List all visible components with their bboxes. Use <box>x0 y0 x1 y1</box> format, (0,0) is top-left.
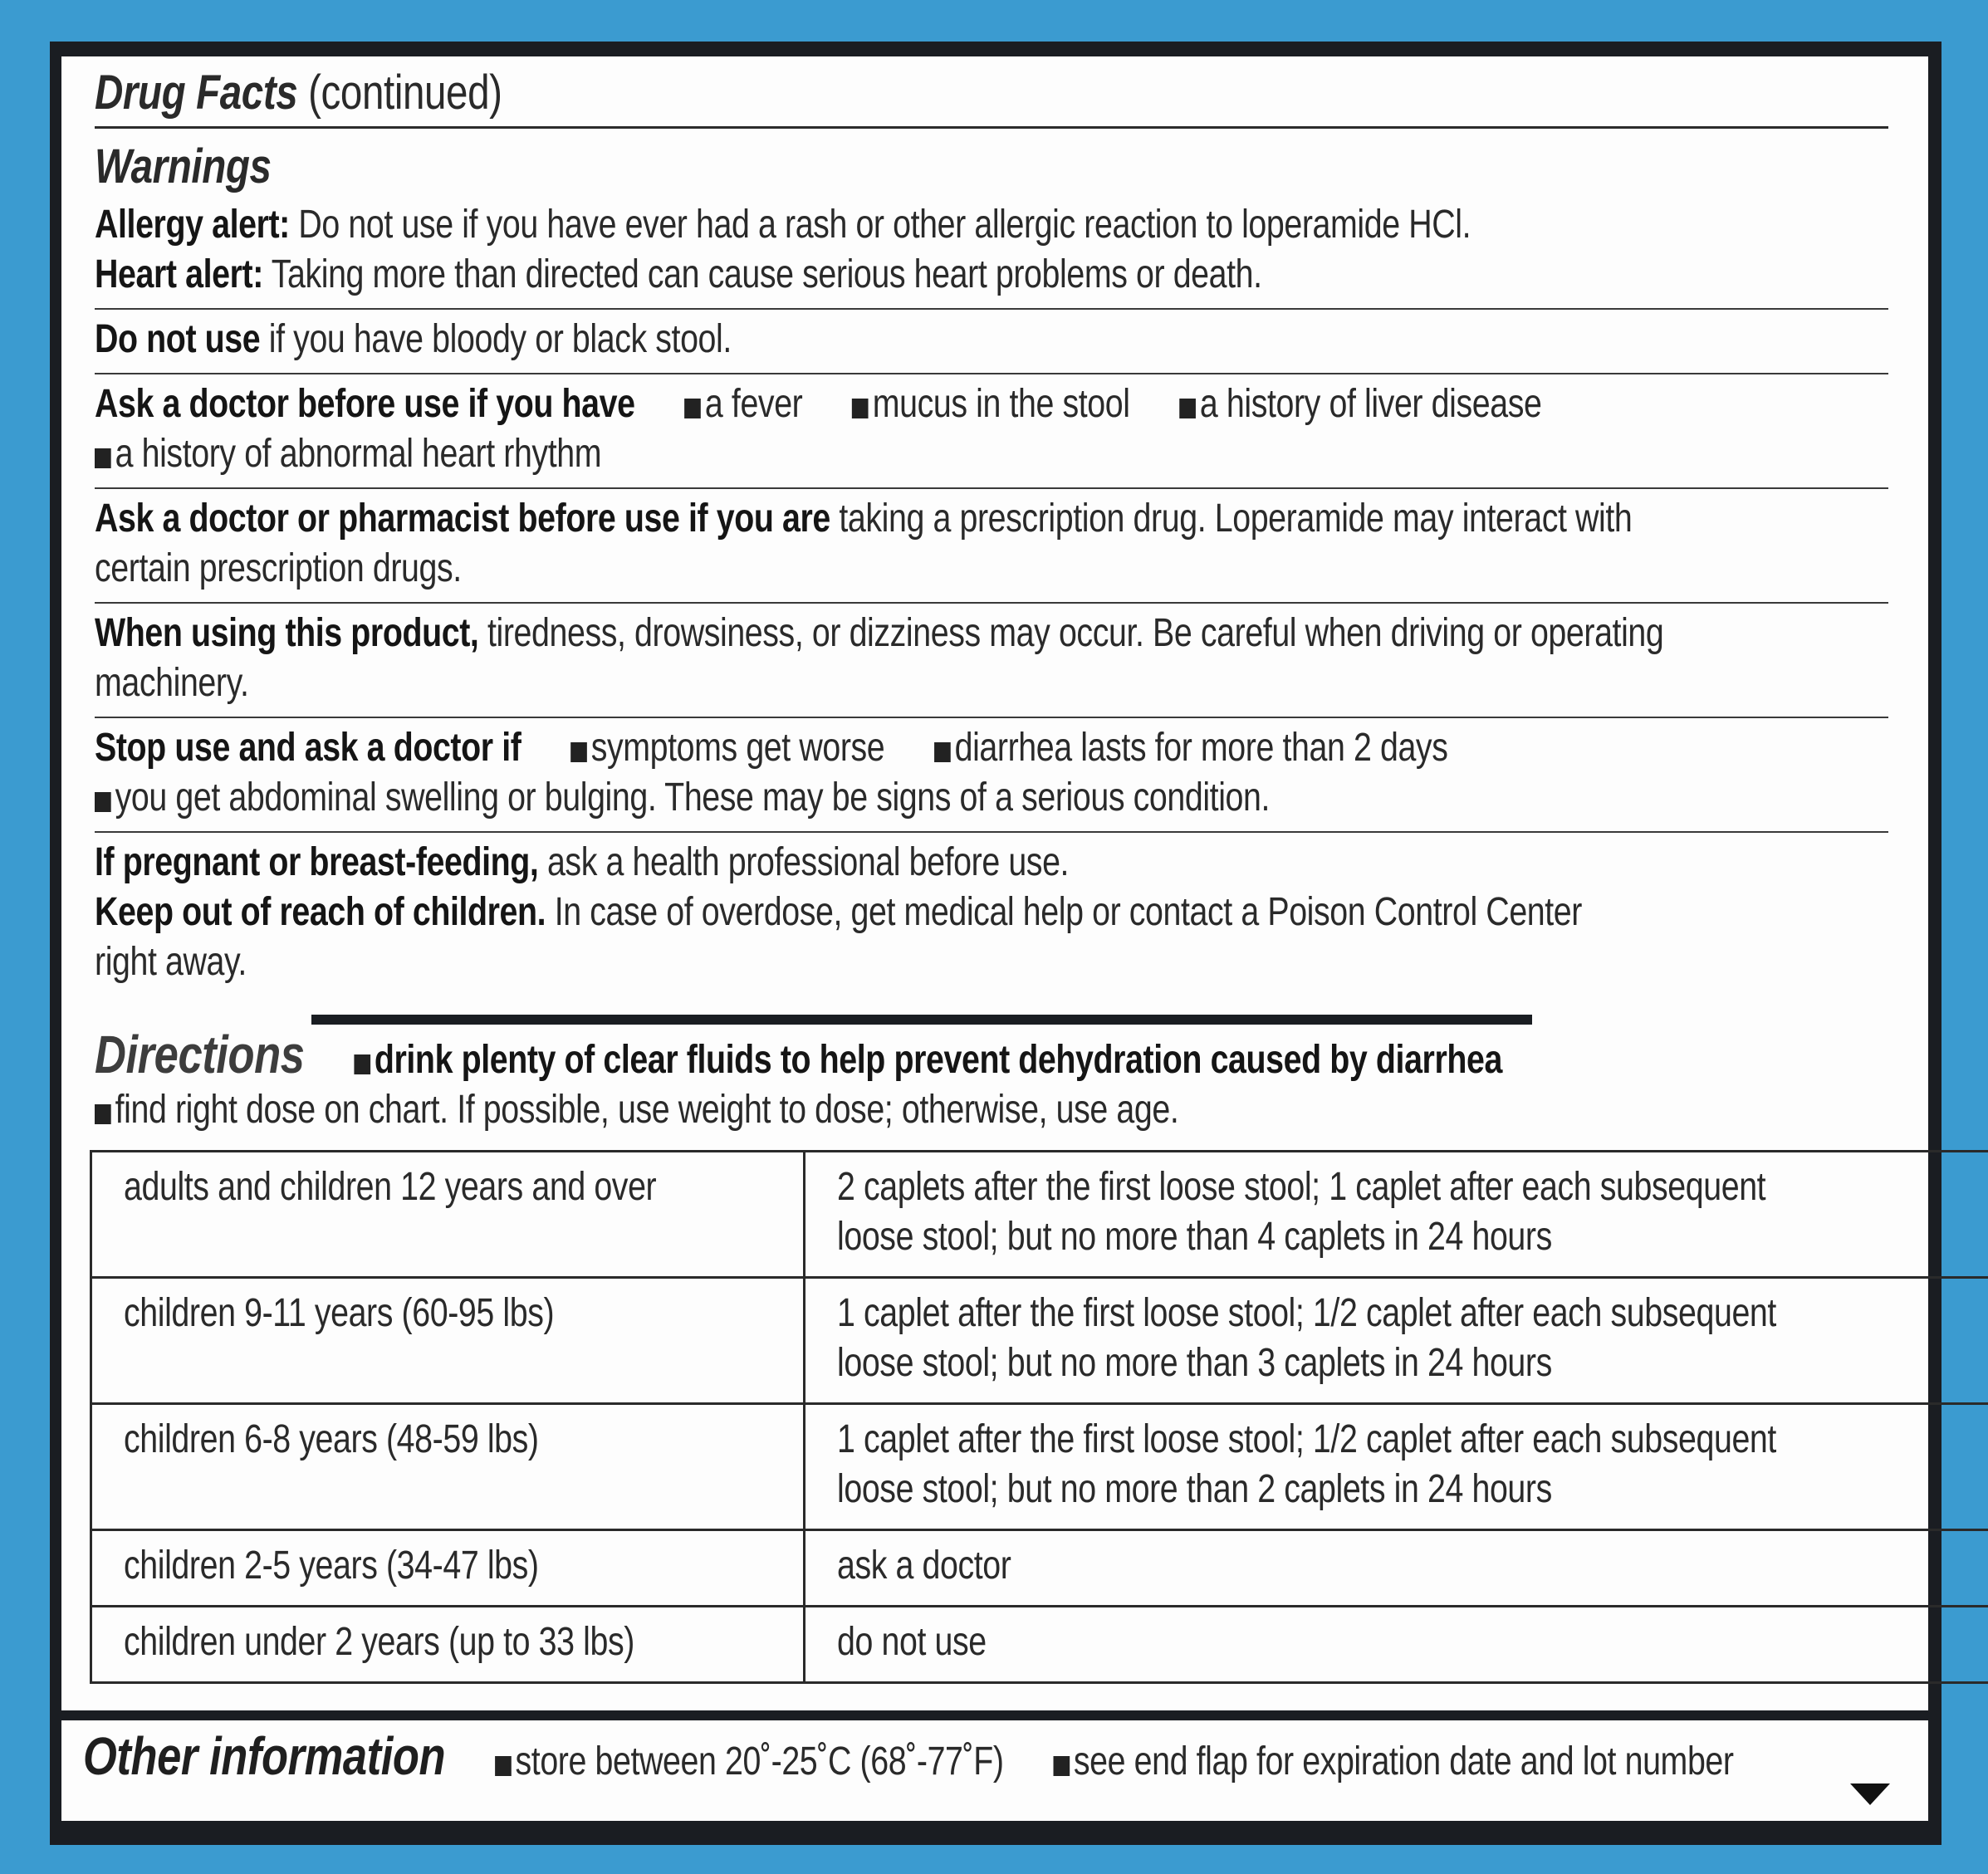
pregnant <box>95 838 1889 888</box>
age-cell <box>91 1607 805 1683</box>
ask-doctor-item: mucus in the stool <box>872 382 1130 426</box>
warnings-section <box>95 60 1888 996</box>
directions-bullet: drink plenty of clear fluids to help prevent dehydration caused by diarrhea <box>374 1038 1502 1082</box>
other-information-section <box>83 1726 1893 1787</box>
stop-use-line-2 <box>95 773 1889 823</box>
ask-doctor <box>95 379 1889 429</box>
bullet-icon <box>852 399 869 418</box>
section-divider <box>311 1015 1532 1025</box>
allergy-label: Allergy alert: <box>95 203 290 247</box>
other-information-line <box>83 1726 1894 1787</box>
directions-line-1 <box>95 1025 1889 1085</box>
heart-text: Taking more than directed can cause serious heart problems or death. <box>271 252 1262 296</box>
ask-doctor-item: a fever <box>704 382 803 426</box>
stop-use <box>95 723 1889 773</box>
age-text: children 6-8 years (48-59 lbs) <box>124 1417 539 1461</box>
dose-text: 1 caplet after the first loose stool; 1/2 caplet after each subsequent <box>837 1417 1776 1461</box>
age-text: adults and children 12 years and over <box>124 1165 657 1209</box>
when-using-label: When using this product, <box>95 611 479 655</box>
allergy-text: Do not use if you have ever had a rash or other allergic reaction to loperamide HCl. <box>298 203 1471 247</box>
continue-arrow-icon <box>1850 1783 1890 1805</box>
bullet-icon <box>1179 399 1196 418</box>
table-row <box>91 1607 1988 1683</box>
keep-out-text-2: right away. <box>95 940 247 984</box>
age-cell <box>91 1404 805 1530</box>
do-not-use-label: Do not use <box>95 317 261 361</box>
warnings-heading: Warnings <box>95 139 272 193</box>
stop-use-item: you get abdominal swelling or bulging. These may be signs of a serious condition. <box>115 776 1271 820</box>
stop-use-item: diarrhea lasts for more than 2 days <box>954 726 1448 770</box>
other-info-item: see end flap for expiration date and lot number <box>1073 1739 1734 1783</box>
stop-use-item: symptoms get worse <box>590 726 885 770</box>
ask-pharm-label: Ask a doctor or pharmacist before use if you are <box>95 497 830 541</box>
bullet-icon <box>684 399 701 418</box>
title-rest: (continued) <box>308 66 502 120</box>
bullet-icon <box>1053 1756 1070 1776</box>
age-cell <box>91 1530 805 1607</box>
bullet-icon <box>354 1054 370 1074</box>
pregnant-label: If pregnant or breast-feeding, <box>95 840 539 884</box>
table-row <box>91 1152 1988 1278</box>
age-text: children 2-5 years (34-47 lbs) <box>124 1544 539 1588</box>
keep-out-text: In case of overdose, get medical help or contact a Poison Control Center <box>554 890 1582 934</box>
section-divider <box>61 1710 1928 1720</box>
bullet-icon <box>570 742 587 762</box>
heart-alert <box>95 250 1889 300</box>
age-text: children under 2 years (up to 33 lbs) <box>124 1620 634 1664</box>
bullet-icon <box>95 448 111 468</box>
dose-cell <box>805 1152 1988 1278</box>
dose-text: 2 caplets after the first loose stool; 1 caplet after each subsequent <box>837 1165 1766 1209</box>
dosage-table <box>90 1150 1988 1684</box>
when-using-text: tiredness, drowsiness, or dizziness may occur. Be careful when driving or operating <box>487 611 1664 655</box>
age-cell <box>91 1278 805 1404</box>
drug-facts-title <box>95 60 1889 126</box>
dose-text: 1 caplet after the first loose stool; 1/2 caplet after each subsequent <box>837 1291 1776 1335</box>
ask-doctor-item: a history of liver disease <box>1199 382 1542 426</box>
other-info-item: store between 20˚-25˚C (68˚-77˚F) <box>515 1739 1004 1783</box>
when-using <box>95 609 1889 658</box>
ask-pharm-text: taking a prescription drug. Loperamide may interact with <box>839 497 1633 541</box>
directions-section <box>95 1025 1888 1135</box>
allergy-alert <box>95 200 1889 250</box>
title-bold: Drug Facts <box>95 66 298 120</box>
table-row <box>91 1404 1988 1530</box>
do-not-use <box>95 315 1889 365</box>
dose-cell <box>805 1404 1988 1530</box>
dose-text: loose stool; but no more than 4 caplets in 24 hours <box>837 1215 1552 1259</box>
age-cell <box>91 1152 805 1278</box>
dose-cell <box>805 1607 1988 1683</box>
bullet-icon <box>495 1756 512 1776</box>
do-not-use-text: if you have bloody or black stool. <box>268 317 732 361</box>
bullet-icon <box>95 1104 111 1124</box>
ask-doctor-line-2 <box>95 429 1889 479</box>
dose-cell <box>805 1278 1988 1404</box>
bullet-icon <box>95 792 111 812</box>
table-row <box>91 1530 1988 1607</box>
pregnant-text: ask a health professional before use. <box>546 840 1070 884</box>
keep-out-label: Keep out of reach of children. <box>95 890 546 934</box>
age-text: children 9-11 years (60-95 lbs) <box>124 1291 555 1335</box>
dose-text: ask a doctor <box>837 1544 1011 1588</box>
stop-use-label: Stop use and ask a doctor if <box>95 726 521 770</box>
dose-cell <box>805 1530 1988 1607</box>
heart-label: Heart alert: <box>95 252 263 296</box>
keep-out <box>95 888 1889 937</box>
table-row <box>91 1278 1988 1404</box>
when-using-text-2: machinery. <box>95 661 249 705</box>
ask-pharmacist <box>95 494 1889 544</box>
dose-text: loose stool; but no more than 2 caplets in 24 hours <box>837 1467 1552 1511</box>
bullet-icon <box>934 742 951 762</box>
dose-text: do not use <box>837 1620 987 1664</box>
ask-doctor-label: Ask a doctor before use if you have <box>95 382 635 426</box>
directions-line-2 <box>95 1085 1889 1135</box>
other-information-heading: Other information <box>83 1726 446 1786</box>
ask-doctor-item: a history of abnormal heart rhythm <box>115 432 602 476</box>
dose-text: loose stool; but no more than 3 caplets in 24 hours <box>837 1341 1552 1385</box>
directions-heading: Directions <box>95 1025 305 1084</box>
directions-bullet: find right dose on chart. If possible, use weight to dose; otherwise, use age. <box>115 1088 1179 1132</box>
ask-pharm-text-2: certain prescription drugs. <box>95 546 462 590</box>
